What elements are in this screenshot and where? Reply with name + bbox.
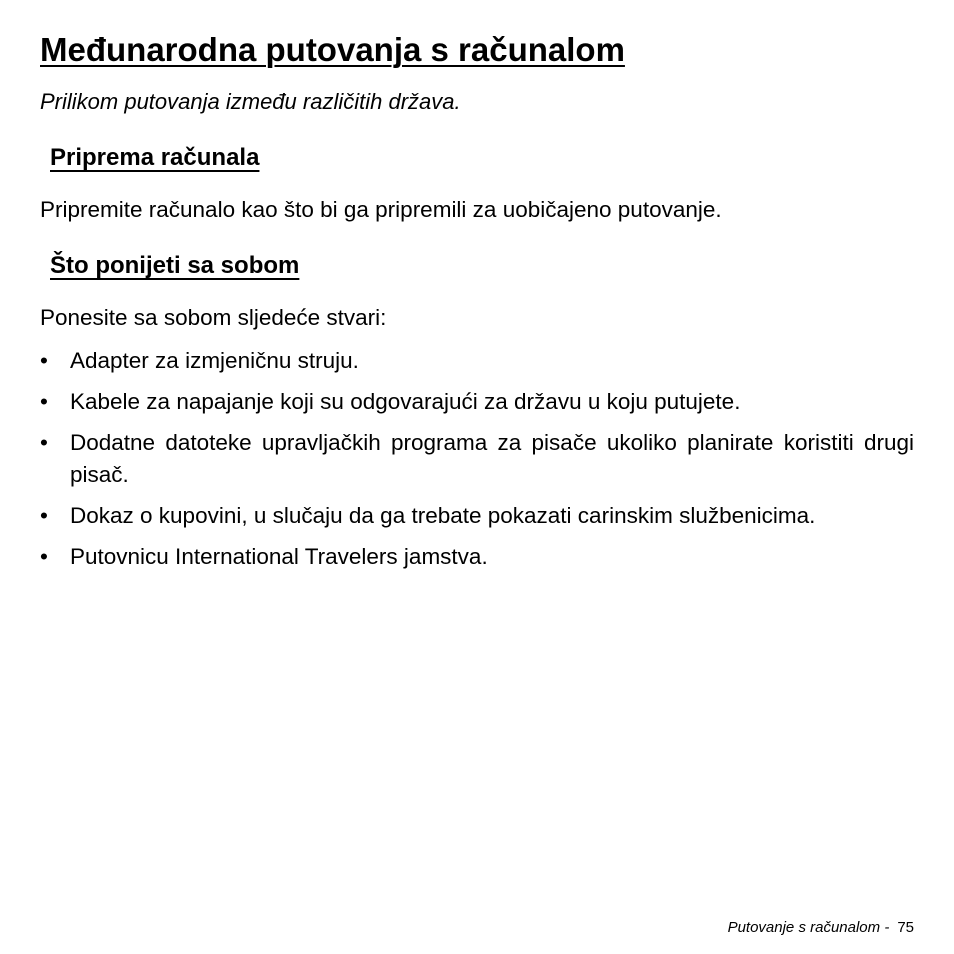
list-item-text: Kabele za napajanje koji su odgovarajući za državu u koju putujete. bbox=[70, 389, 741, 414]
section-paragraph-priprema: Pripremite računalo kao što bi ga pripremili za uobičajeno putovanje. bbox=[40, 197, 722, 222]
bullet-icon: • bbox=[40, 389, 48, 414]
list-item bbox=[40, 427, 914, 491]
bullet-icon: • bbox=[40, 348, 48, 373]
footer-section-label: Putovanje s računalom - bbox=[727, 919, 890, 936]
items-list bbox=[40, 345, 914, 582]
bullet-icon: • bbox=[40, 430, 48, 455]
page-title: Međunarodna putovanja s računalom bbox=[40, 31, 625, 68]
list-item-text: Dokaz o kupovini, u slučaju da ga trebate pokazati carinskim službenicima. bbox=[70, 503, 816, 528]
list-item-text: Adapter za izmjeničnu struju. bbox=[70, 348, 359, 373]
page-footer bbox=[728, 919, 914, 936]
section-paragraph-sto-ponijeti: Ponesite sa sobom sljedeće stvari: bbox=[40, 305, 387, 330]
section-heading-sto-ponijeti: Što ponijeti sa sobom bbox=[50, 252, 300, 279]
bullet-icon: • bbox=[40, 544, 48, 569]
list-item-text: Putovnicu International Travelers jamstva. bbox=[70, 544, 488, 569]
page-number: 75 bbox=[897, 919, 914, 936]
page-subtitle: Prilikom putovanja između različitih država. bbox=[40, 89, 461, 114]
list-item bbox=[40, 386, 914, 418]
bullet-icon: • bbox=[40, 503, 48, 528]
list-item bbox=[40, 541, 914, 573]
list-item bbox=[40, 345, 914, 377]
section-heading-priprema: Priprema računala bbox=[50, 144, 260, 171]
list-item-text: Dodatne datoteke upravljačkih programa za pisače ukoliko planirate koristiti drugi pisač. bbox=[70, 430, 914, 487]
list-item bbox=[40, 500, 914, 532]
